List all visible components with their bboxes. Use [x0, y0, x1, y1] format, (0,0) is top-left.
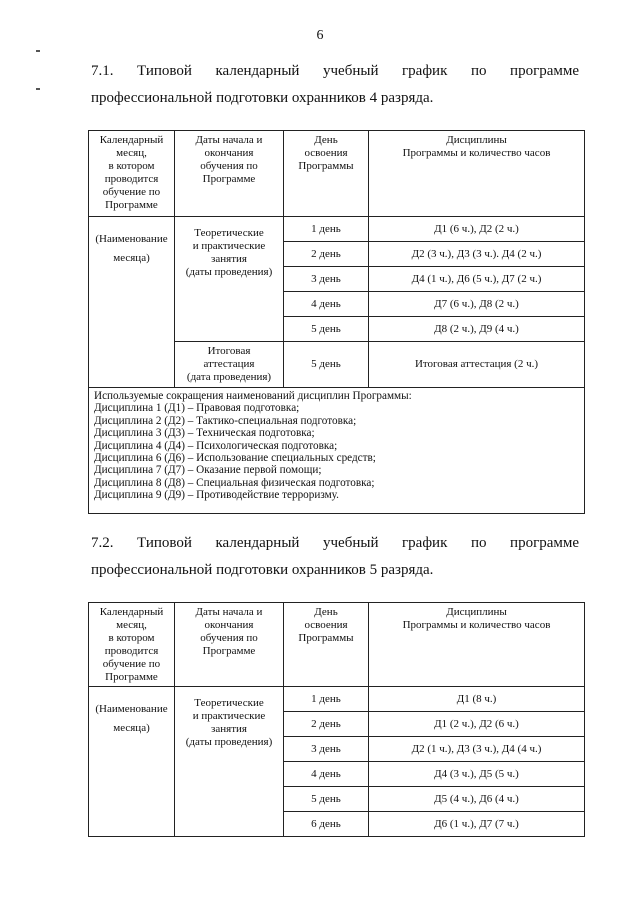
- cell-text-line: (дата проведения): [186, 371, 272, 383]
- heading-word: учебный: [323, 535, 379, 551]
- cell-text-line: Программе: [105, 671, 158, 683]
- heading-word: график: [402, 535, 448, 551]
- cell-text-line: обучение по: [102, 658, 161, 670]
- cell-text-line: День: [314, 606, 338, 618]
- cell-text-line: обучения по: [200, 160, 258, 172]
- header-disciplines: [369, 131, 585, 217]
- cell-text-line: обучение по: [102, 186, 161, 198]
- cell-text-line: освоения: [304, 619, 348, 631]
- day-cell: 3 день: [284, 267, 369, 292]
- discipline-cell: Итоговая аттестация (2 ч.): [369, 342, 585, 388]
- heading-word: по: [470, 63, 487, 79]
- cell-text-line: месяц,: [116, 147, 147, 159]
- cell-text-line: месяца): [113, 252, 150, 264]
- day-cell: 2 день: [284, 242, 369, 267]
- cell-text-line: Дисциплина 7 (Д7) – Оказание первой помощи;: [94, 464, 322, 477]
- cell-text-line: Календарный: [99, 606, 164, 618]
- discipline-cell: Д2 (3 ч.), Д3 (3 ч.). Д4 (2 ч.): [369, 242, 585, 267]
- dates-final-cell: [175, 342, 284, 388]
- discipline-cell: Д1 (8 ч.): [369, 687, 585, 712]
- cell-text-line: Даты начала и: [195, 134, 263, 146]
- table-header-row: [89, 131, 585, 217]
- day-cell: 2 день: [284, 712, 369, 737]
- cell-text-line: в котором: [108, 160, 155, 172]
- cell-text-line: Программы и количество часов: [402, 619, 551, 631]
- header-disciplines: [369, 603, 585, 687]
- section-1-heading-line2: профессиональной подготовки охранников 4 разряда.: [91, 90, 434, 106]
- cell-text-line: Теоретические: [194, 697, 264, 709]
- heading-word: 7.1. Типовой: [91, 63, 192, 79]
- table-row: [89, 687, 585, 712]
- cell-text-line: Дисциплина 3 (Д3) – Техническая подготовка;: [94, 427, 315, 440]
- cell-text-line: (даты проведения): [185, 736, 273, 748]
- discipline-cell: Д8 (2 ч.), Д9 (4 ч.): [369, 317, 585, 342]
- cell-text-line: Программы: [298, 160, 354, 172]
- month-cell: [89, 687, 175, 837]
- cell-text-line: (даты проведения): [185, 266, 273, 278]
- section-1-heading-line1: [91, 58, 579, 85]
- margin-mark: [36, 88, 40, 90]
- cell-text-line: Дисциплина 9 (Д9) – Противодействие терроризму.: [94, 489, 339, 502]
- cell-text-line: Даты начала и: [195, 606, 263, 618]
- dates-theory-cell: [175, 687, 284, 837]
- cell-text-line: Дисциплины: [446, 606, 507, 618]
- discipline-cell: Д4 (3 ч.), Д5 (5 ч.): [369, 762, 585, 787]
- cell-text-line: Программе: [202, 173, 256, 185]
- header-dates: [175, 131, 284, 217]
- schedule-table-4th-grade: [88, 130, 585, 514]
- cell-text-line: Итоговая: [207, 345, 251, 357]
- day-cell: 4 день: [284, 292, 369, 317]
- cell-text-line: (Наименование: [95, 233, 168, 245]
- section-1-heading: [91, 58, 579, 112]
- section-2-heading-line2: профессиональной подготовки охранников 5 разряда.: [91, 562, 434, 578]
- cell-text-line: Календарный: [99, 134, 164, 146]
- heading-word: календарный: [215, 63, 300, 79]
- cell-text-line: Программе: [105, 199, 158, 211]
- cell-text-line: Программы и количество часов: [402, 147, 551, 159]
- day-cell: 1 день: [284, 217, 369, 242]
- cell-text-line: Дисциплина 2 (Д2) – Тактико-специальная подготовка;: [94, 414, 357, 427]
- month-cell: [89, 217, 175, 388]
- heading-word: программе: [510, 535, 580, 551]
- day-cell: 4 день: [284, 762, 369, 787]
- day-cell: 5 день: [284, 342, 369, 388]
- cell-text-line: обучения по: [200, 632, 258, 644]
- cell-text-line: (Наименование: [95, 703, 168, 715]
- cell-text-line: занятия: [211, 723, 247, 735]
- discipline-cell: Д7 (6 ч.), Д8 (2 ч.): [369, 292, 585, 317]
- table-header-row: [89, 603, 585, 687]
- cell-text-line: месяца): [113, 722, 150, 734]
- heading-word: программе: [510, 63, 580, 79]
- section-2-heading-line1: [91, 530, 579, 557]
- heading-word: календарный: [215, 535, 300, 551]
- heading-word: по: [470, 535, 487, 551]
- section-2-heading: [91, 530, 579, 584]
- discipline-cell: Д6 (1 ч.), Д7 (7 ч.): [369, 812, 585, 837]
- discipline-cell: Д2 (1 ч.), Д3 (3 ч.), Д4 (4 ч.): [369, 737, 585, 762]
- abbreviations-row: [89, 388, 585, 514]
- margin-mark: [36, 50, 40, 52]
- day-cell: 5 день: [284, 317, 369, 342]
- table-row: [89, 217, 585, 242]
- cell-text-line: Дисциплина 6 (Д6) – Использование специальных средств;: [94, 452, 376, 465]
- discipline-cell: Д1 (6 ч.), Д2 (2 ч.): [369, 217, 585, 242]
- header-month: [89, 603, 175, 687]
- cell-text-line: проводится: [104, 645, 159, 657]
- cell-text-line: Дисциплины: [446, 134, 507, 146]
- day-cell: 6 день: [284, 812, 369, 837]
- discipline-cell: Д1 (2 ч.), Д2 (6 ч.): [369, 712, 585, 737]
- header-day: [284, 131, 369, 217]
- page-number: 6: [316, 28, 324, 43]
- cell-text-line: проводится: [104, 173, 159, 185]
- heading-word: 7.2. Типовой: [91, 535, 192, 551]
- cell-text-line: Дисциплина 1 (Д1) – Правовая подготовка;: [94, 402, 300, 415]
- cell-text-line: окончания: [204, 619, 254, 631]
- cell-text-line: Теоретические: [194, 227, 264, 239]
- cell-text-line: в котором: [108, 632, 155, 644]
- day-cell: 5 день: [284, 787, 369, 812]
- cell-text-line: Используемые сокращения наименований дисциплин Программы:: [94, 390, 412, 402]
- heading-word: график: [402, 63, 448, 79]
- cell-text-line: занятия: [211, 253, 247, 265]
- cell-text-line: освоения: [304, 147, 348, 159]
- header-month: [89, 131, 175, 217]
- cell-text-line: аттестация: [203, 358, 255, 370]
- schedule-table-5th-grade: [88, 602, 585, 837]
- cell-text-line: и практические: [192, 240, 266, 252]
- cell-text-line: День: [314, 134, 338, 146]
- cell-text-line: Программы: [298, 632, 354, 644]
- cell-text-line: Дисциплина 4 (Д4) – Психологическая подготовка;: [94, 439, 338, 452]
- cell-text-line: окончания: [204, 147, 254, 159]
- heading-word: учебный: [323, 63, 379, 79]
- cell-text-line: и практические: [192, 710, 266, 722]
- cell-text-line: Дисциплина 8 (Д8) – Специальная физическая подготовка;: [94, 476, 375, 489]
- header-dates: [175, 603, 284, 687]
- cell-text-line: Программе: [202, 645, 256, 657]
- day-cell: 1 день: [284, 687, 369, 712]
- cell-text-line: месяц,: [116, 619, 147, 631]
- header-day: [284, 603, 369, 687]
- dates-theory-cell: [175, 217, 284, 342]
- day-cell: 3 день: [284, 737, 369, 762]
- abbreviations-list: [89, 388, 585, 514]
- discipline-cell: Д4 (1 ч.), Д6 (5 ч.), Д7 (2 ч.): [369, 267, 585, 292]
- discipline-cell: Д5 (4 ч.), Д6 (4 ч.): [369, 787, 585, 812]
